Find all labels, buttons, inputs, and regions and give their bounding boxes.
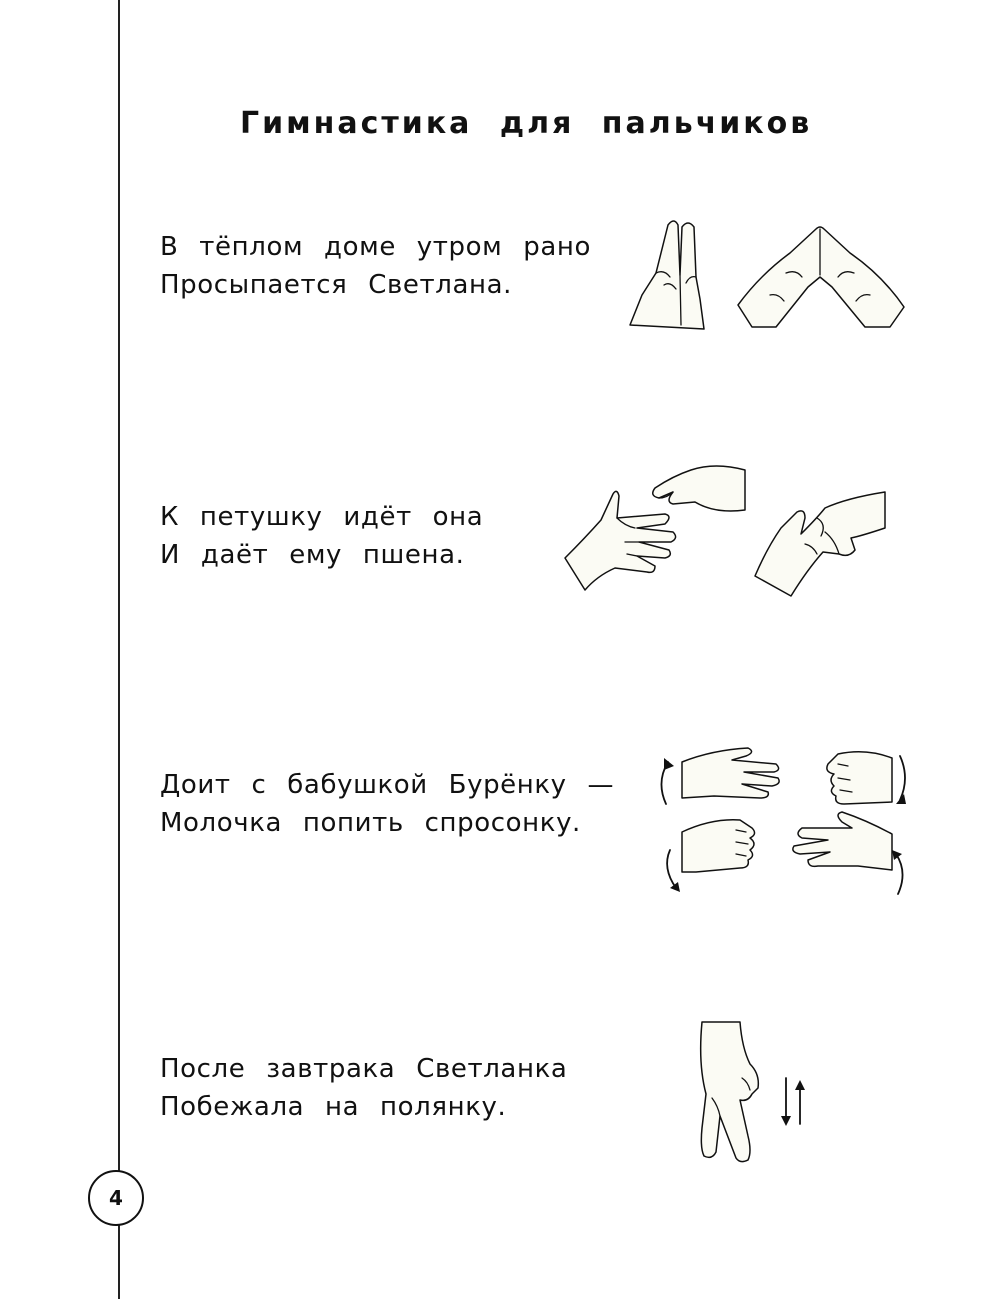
page-number: 4 [88,1170,144,1226]
house-hands-illustration [620,215,920,335]
verse-1-line-1: В тёплом доме утром рано [160,232,591,262]
page-title: Гимнастика для пальчиков [240,106,813,141]
verse-3-line-2: Молочка попить спросонку. [160,808,581,838]
feeding-rooster-hands-illustration [555,458,915,608]
verse-2-line-2: И даёт ему пшена. [160,540,465,570]
verse-3 [160,766,614,842]
verse-1 [160,228,591,304]
milking-cow-hands-illustration [652,742,912,902]
verse-3-line-1: Доит с бабушкой Бурёнку — [160,770,615,800]
verse-4-line-2: Побежала на полянку. [160,1092,507,1122]
verse-1-line-2: Просыпается Светлана. [160,270,513,300]
page-margin-line [118,0,120,1299]
verse-2-line-1: К петушку идёт она [160,502,484,532]
verse-4-line-1: После завтрака Светланка [160,1054,568,1084]
verse-4 [160,1050,567,1126]
verse-2 [160,498,483,574]
running-fingers-illustration [690,1018,820,1168]
